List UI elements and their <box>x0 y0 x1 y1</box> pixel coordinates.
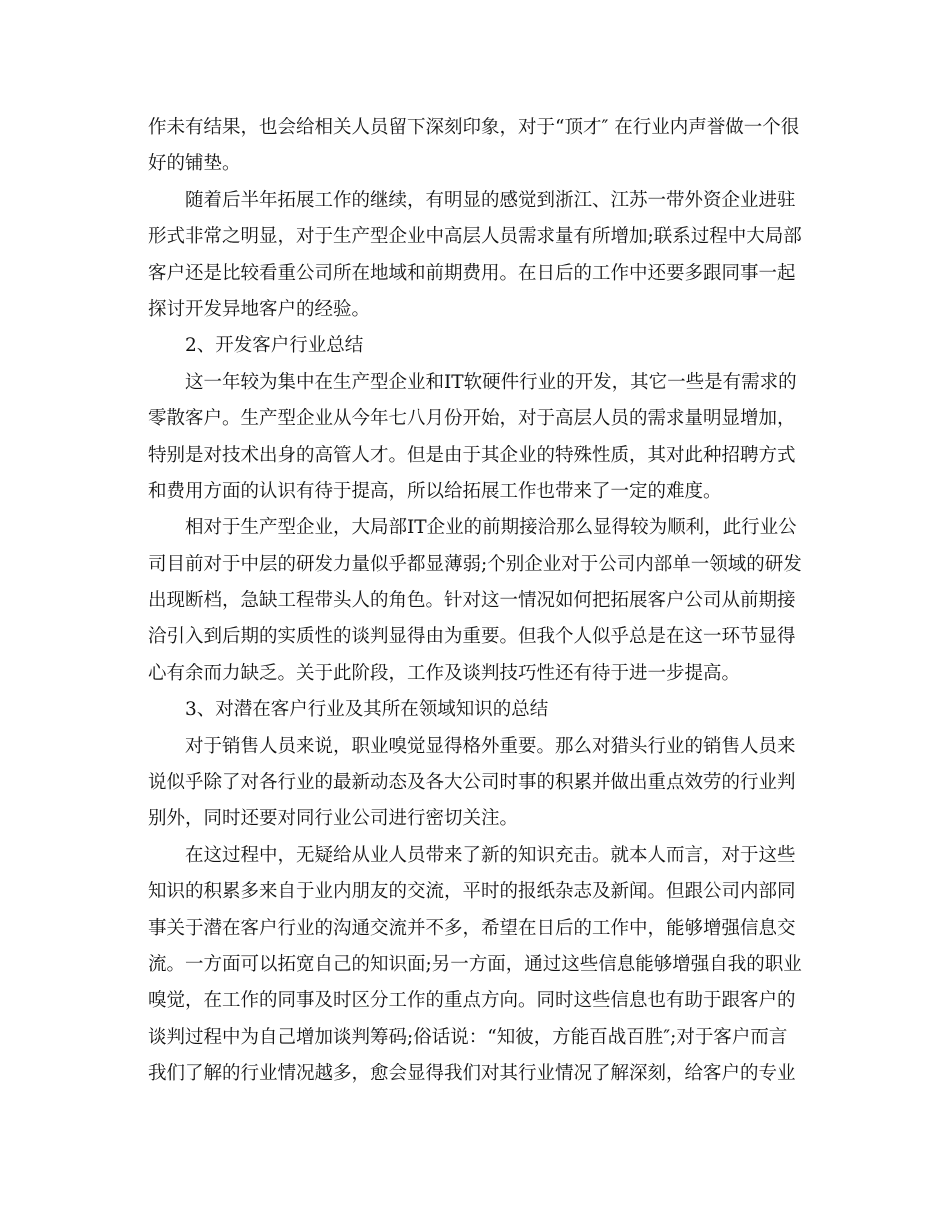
section-heading: 3、对潜在客户行业及其所在领域知识的总结 <box>185 699 549 721</box>
text-line: 和费用方面的认识有待于提高，所以给拓展工作也带来了一定的难度。 <box>148 480 722 502</box>
text-line: 我们了解的行业情况越多，愈会显得我们对其行业情况了解深刻，给客户的专业 <box>148 1063 796 1085</box>
text-line: 作未有结果，也会给相关人员留下深刻印象，对于“顶才″ 在行业内声誉做一个很 <box>148 117 800 138</box>
text-line: 这一年较为集中在生产型企业和IT软硬件行业的开发，其它一些是有需求的 <box>185 371 797 393</box>
text-line: 随着后半年拓展工作的继续，有明显的感觉到浙江、江苏一带外资企业进驻 <box>185 189 796 211</box>
text-line: 对于销售人员来说，职业嗅觉显得格外重要。那么对猎头行业的销售人员来 <box>185 735 796 757</box>
section-heading: 2、开发客户行业总结 <box>185 335 364 357</box>
text-line: 洽引入到后期的实质性的谈判显得由为重要。但我个人似乎总是在这一环节显得 <box>148 626 796 648</box>
text-line: 司目前对于中层的研发力量似乎都显薄弱;个别企业对于公司内部单一领域的研发 <box>148 553 802 575</box>
text-line: 零散客户。生产型企业从今年七八月份开始，对于高层人员的需求量明显增加， <box>148 408 796 430</box>
text-line: 事关于潜在客户行业的沟通交流并不多，希望在日后的工作中，能够增强信息交 <box>148 917 796 939</box>
text-line: 说似乎除了对各行业的最新动态及各大公司时事的积累并做出重点效劳的行业判 <box>148 772 796 794</box>
text-line: 在这过程中，无疑给从业人员带来了新的知识充击。就本人而言，对于这些 <box>185 844 796 866</box>
text-line: 特别是对技术出身的高管人才。但是由于其企业的特殊性质，其对此种招聘方式 <box>148 444 796 466</box>
text-line: 形式非常之明显，对于生产型企业中高层人员需求量有所增加;联系过程中大局部 <box>148 226 802 248</box>
text-line: 嗅觉，在工作的同事及时区分工作的重点方向。同时这些信息也有助于跟客户的 <box>148 990 796 1012</box>
text-line: 客户还是比较看重公司所在地域和前期费用。在日后的工作中还要多跟同事一起 <box>148 262 796 284</box>
text-line: 流。一方面可以拓宽自己的知识面;另一方面，通过这些信息能够增强自我的职业 <box>148 953 802 975</box>
text-line: 出现断档，急缺工程带头人的角色。针对这一情况如何把拓展客户公司从前期接 <box>148 590 796 612</box>
document-body <box>148 110 818 1093</box>
text-line: 别外，同时还要对同行业公司进行密切关注。 <box>148 808 519 830</box>
text-line: 好的铺垫。 <box>148 153 241 175</box>
text-line: 谈判过程中为自己增加谈判筹码;俗话说：“知彼，方能百战百胜″;对于客户而言 <box>148 1026 788 1048</box>
text-line: 心有余而力缺乏。关于此阶段，工作及谈判技巧性还有待于进一步提高。 <box>148 662 741 684</box>
text-line: 探讨开发异地客户的经验。 <box>148 298 371 320</box>
text-line: 知识的积累多来自于业内朋友的交流，平时的报纸杂志及新闻。但跟公司内部同 <box>148 881 796 903</box>
text-line: 相对于生产型企业，大局部IT企业的前期接洽那么显得较为顺利，此行业公 <box>185 517 797 539</box>
